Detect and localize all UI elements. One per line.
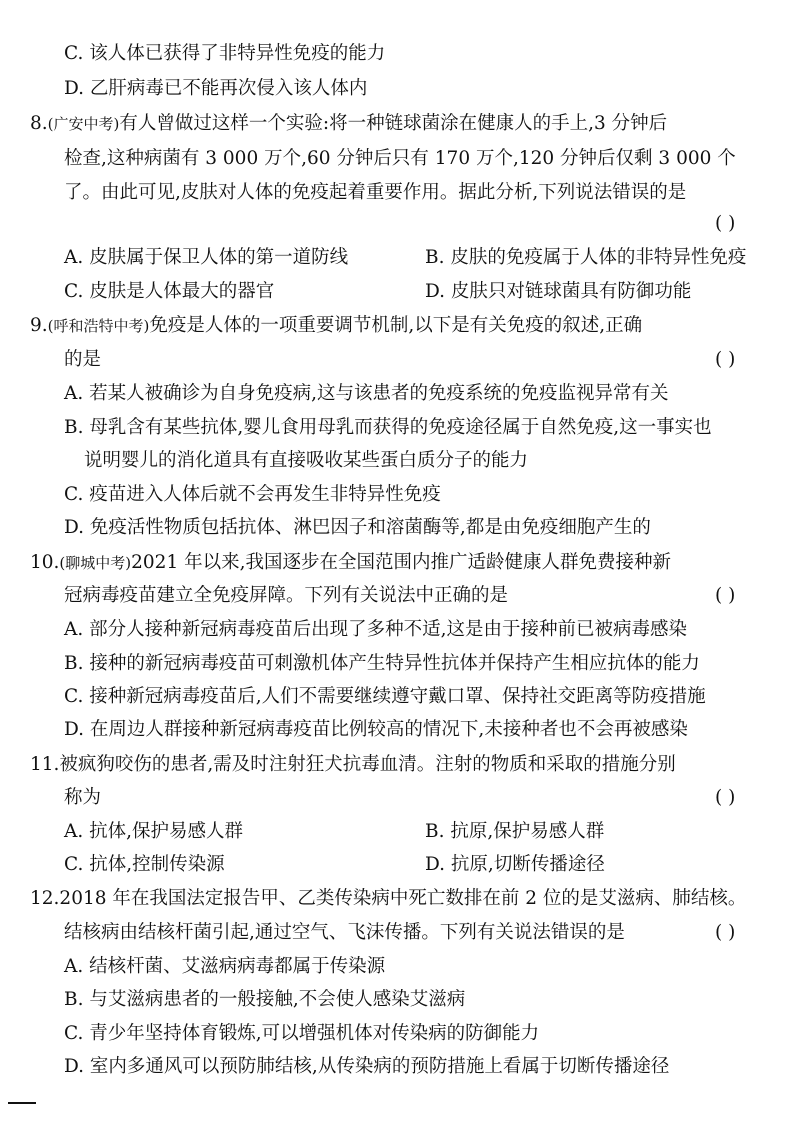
q11-option-a: A. 抗体,保护易感人群 bbox=[64, 821, 244, 842]
q8-option-c: C. 皮肤是人体最大的器官 bbox=[64, 281, 275, 302]
q9-option-b-line-2: 说明婴儿的消化道具有直接吸收某些蛋白质分子的能力 bbox=[84, 450, 529, 471]
q9-answer-blank: ( ) bbox=[715, 349, 736, 370]
q8-stem-line-2: 检查,这种病菌有 3 000 万个,60 分钟后只有 170 万个,120 分钟后仅剩 3 000 个 bbox=[64, 148, 736, 169]
q12-number: 12. bbox=[30, 888, 60, 909]
q10-option-c: C. 接种新冠病毒疫苗后,人们不需要继续遵守戴口罩、保持社交距离等防疫措施 bbox=[64, 686, 706, 707]
q9-option-b-line-1: B. 母乳含有某些抗体,婴儿食用母乳而获得的免疫途径属于自然免疫,这一事实也 bbox=[64, 417, 712, 438]
q8-number: 8. bbox=[30, 113, 48, 134]
q12-stem-line-1 bbox=[30, 887, 746, 911]
q7-option-c: C. 该人体已获得了非特异性免疫的能力 bbox=[64, 43, 386, 64]
q12-stem-text-1: 2018 年在我国法定报告甲、乙类传染病中死亡数排在前 2 位的是艾滋病、肺结核。 bbox=[59, 888, 747, 909]
q10-stem-text-1: 2021 年以来,我国逐步在全国范围内推广适龄健康人群免费接种新 bbox=[131, 552, 671, 573]
q9-stem-line-1 bbox=[30, 314, 642, 338]
q10-stem-line-1 bbox=[30, 551, 671, 575]
q10-answer-blank: ( ) bbox=[715, 585, 736, 606]
q8-source: (广安中考) bbox=[47, 115, 120, 133]
q8-option-d: D. 皮肤只对链球菌具有防御功能 bbox=[425, 281, 692, 302]
q12-stem-line-2: 结核病由结核杆菌引起,通过空气、飞沫传播。下列有关说法错误的是 bbox=[64, 922, 625, 943]
q12-option-d: D. 室内多通风可以预防肺结核,从传染病的预防措施上看属于切断传播途径 bbox=[64, 1056, 670, 1077]
q10-stem-line-2: 冠病毒疫苗建立全免疫屏障。下列有关说法中正确的是 bbox=[64, 585, 509, 606]
q12-option-a: A. 结核杆菌、艾滋病病毒都属于传染源 bbox=[64, 956, 386, 977]
q9-option-a: A. 若某人被确诊为自身免疫病,这与该患者的免疫系统的免疫监视异常有关 bbox=[64, 383, 669, 404]
q10-option-b: B. 接种的新冠病毒疫苗可刺激机体产生特异性抗体并保持产生相应抗体的能力 bbox=[64, 653, 700, 674]
q10-source: (聊城中考) bbox=[59, 554, 132, 572]
q8-stem-text-1: 有人曾做过这样一个实验:将一种链球菌涂在健康人的手上,3 分钟后 bbox=[119, 113, 668, 134]
q11-option-d: D. 抗原,切断传播途径 bbox=[425, 854, 605, 875]
q7-option-d: D. 乙肝病毒已不能再次侵入该人体内 bbox=[64, 78, 368, 99]
q11-option-c: C. 抗体,控制传染源 bbox=[64, 854, 225, 875]
q9-option-c: C. 疫苗进入人体后就不会再发生非特异性免疫 bbox=[64, 484, 441, 505]
q12-answer-blank: ( ) bbox=[715, 922, 736, 943]
q10-option-d: D. 在周边人群接种新冠病毒疫苗比例较高的情况下,未接种者也不会再被感染 bbox=[64, 719, 688, 740]
q12-option-c: C. 青少年坚持体育锻炼,可以增强机体对传染病的防御能力 bbox=[64, 1023, 540, 1044]
q8-option-b: B. 皮肤的免疫属于人体的非特异性免疫 bbox=[425, 247, 747, 268]
q8-answer-blank: ( ) bbox=[715, 213, 736, 234]
q10-option-a: A. 部分人接种新冠病毒疫苗后出现了多种不适,这是由于接种前已被病毒感染 bbox=[64, 619, 688, 640]
q11-option-b: B. 抗原,保护易感人群 bbox=[425, 821, 605, 842]
q11-stem-text-1: 被疯狗咬伤的患者,需及时注射狂犬抗毒血清。注射的物质和采取的措施分别 bbox=[59, 754, 676, 775]
q11-stem-line-1 bbox=[30, 753, 676, 777]
q8-stem-line-3: 了。由此可见,皮肤对人体的免疫起着重要作用。据此分析,下列说法错误的是 bbox=[64, 182, 687, 203]
q12-option-b: B. 与艾滋病患者的一般接触,不会使人感染艾滋病 bbox=[64, 989, 466, 1010]
q11-stem-line-2: 称为 bbox=[64, 787, 102, 808]
q8-stem-line-1 bbox=[30, 112, 667, 136]
q9-source: (呼和浩特中考) bbox=[47, 317, 150, 335]
q9-option-d: D. 免疫活性物质包括抗体、淋巴因子和溶菌酶等,都是由免疫细胞产生的 bbox=[64, 517, 651, 538]
q9-stem-line-2: 的是 bbox=[64, 349, 102, 370]
q9-stem-text-1: 免疫是人体的一项重要调节机制,以下是有关免疫的叙述,正确 bbox=[149, 315, 643, 336]
q9-number: 9. bbox=[30, 315, 48, 336]
q11-answer-blank: ( ) bbox=[715, 787, 736, 808]
page-edge-mark bbox=[8, 1102, 36, 1104]
q11-number: 11. bbox=[30, 754, 60, 775]
q8-option-a: A. 皮肤属于保卫人体的第一道防线 bbox=[64, 247, 349, 268]
q10-number: 10. bbox=[30, 552, 60, 573]
